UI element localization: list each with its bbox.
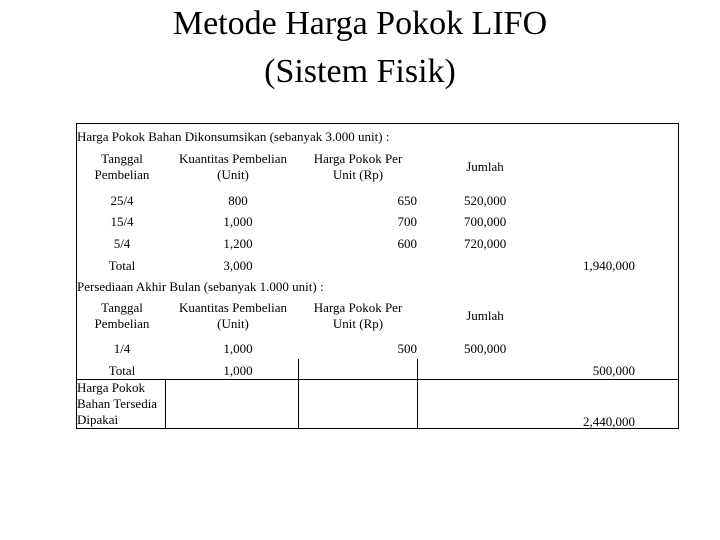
row-jumlah: 500,000 xyxy=(464,341,507,356)
footer-jumlah: 2,440,000 xyxy=(583,414,635,429)
header-tanggal-line1: Tanggal xyxy=(101,300,143,315)
page-title-line1: Metode Harga Pokok LIFO xyxy=(172,5,548,42)
row-jumlah: 700,000 xyxy=(464,214,507,229)
total-kuantitas: 3,000 xyxy=(223,258,253,273)
footer-label-line3: Dipakai xyxy=(77,412,119,427)
section2-heading: Persediaan Akhir Bulan (sebanyak 1.000 unit) : xyxy=(77,279,324,294)
grid-line xyxy=(417,359,418,429)
header-harga-line1: Harga Pokok Per xyxy=(313,151,403,166)
header-kuantitas-line2: (Unit) xyxy=(217,316,249,331)
header-tanggal-line1: Tanggal xyxy=(101,151,143,166)
header-tanggal-line2: Pembelian xyxy=(94,316,150,331)
row-jumlah: 520,000 xyxy=(464,193,507,208)
row-tanggal: 15/4 xyxy=(110,214,134,229)
page-title-line2: (Sistem Fisik) xyxy=(264,53,456,90)
header-kuantitas-line1: Kuantitas Pembelian xyxy=(179,151,287,166)
row-harga: 700 xyxy=(397,214,417,229)
total-kuantitas: 1,000 xyxy=(223,363,253,378)
footer-label-line1: Harga Pokok xyxy=(77,380,146,395)
total-jumlah: 500,000 xyxy=(592,363,635,378)
total-jumlah: 1,940,000 xyxy=(583,258,635,273)
row-jumlah: 720,000 xyxy=(464,236,507,251)
row-tanggal: 5/4 xyxy=(113,236,131,251)
row-harga: 600 xyxy=(397,236,417,251)
header-tanggal-line2: Pembelian xyxy=(94,167,150,182)
row-harga: 650 xyxy=(397,193,417,208)
header-jumlah: Jumlah xyxy=(466,308,504,323)
header-kuantitas-line2: (Unit) xyxy=(217,167,249,182)
row-kuantitas: 800 xyxy=(228,193,248,208)
row-kuantitas: 1,200 xyxy=(223,236,253,251)
total-label: Total xyxy=(108,258,136,273)
row-kuantitas: 1,000 xyxy=(223,341,253,356)
row-harga: 500 xyxy=(397,341,417,356)
grid-line xyxy=(76,379,679,380)
row-tanggal: 1/4 xyxy=(113,341,131,356)
header-harga-line2: Unit (Rp) xyxy=(332,167,384,182)
total-label: Total xyxy=(108,363,136,378)
header-harga-line2: Unit (Rp) xyxy=(332,316,384,331)
section1-heading: Harga Pokok Bahan Dikonsumsikan (sebanyak 3.000 unit) : xyxy=(77,129,390,144)
grid-line xyxy=(165,379,166,429)
header-harga-line1: Harga Pokok Per xyxy=(313,300,403,315)
row-tanggal: 25/4 xyxy=(110,193,134,208)
header-kuantitas-line1: Kuantitas Pembelian xyxy=(179,300,287,315)
footer-label-line2: Bahan Tersedia xyxy=(77,396,158,411)
header-jumlah: Jumlah xyxy=(466,159,504,174)
row-kuantitas: 1,000 xyxy=(223,214,253,229)
